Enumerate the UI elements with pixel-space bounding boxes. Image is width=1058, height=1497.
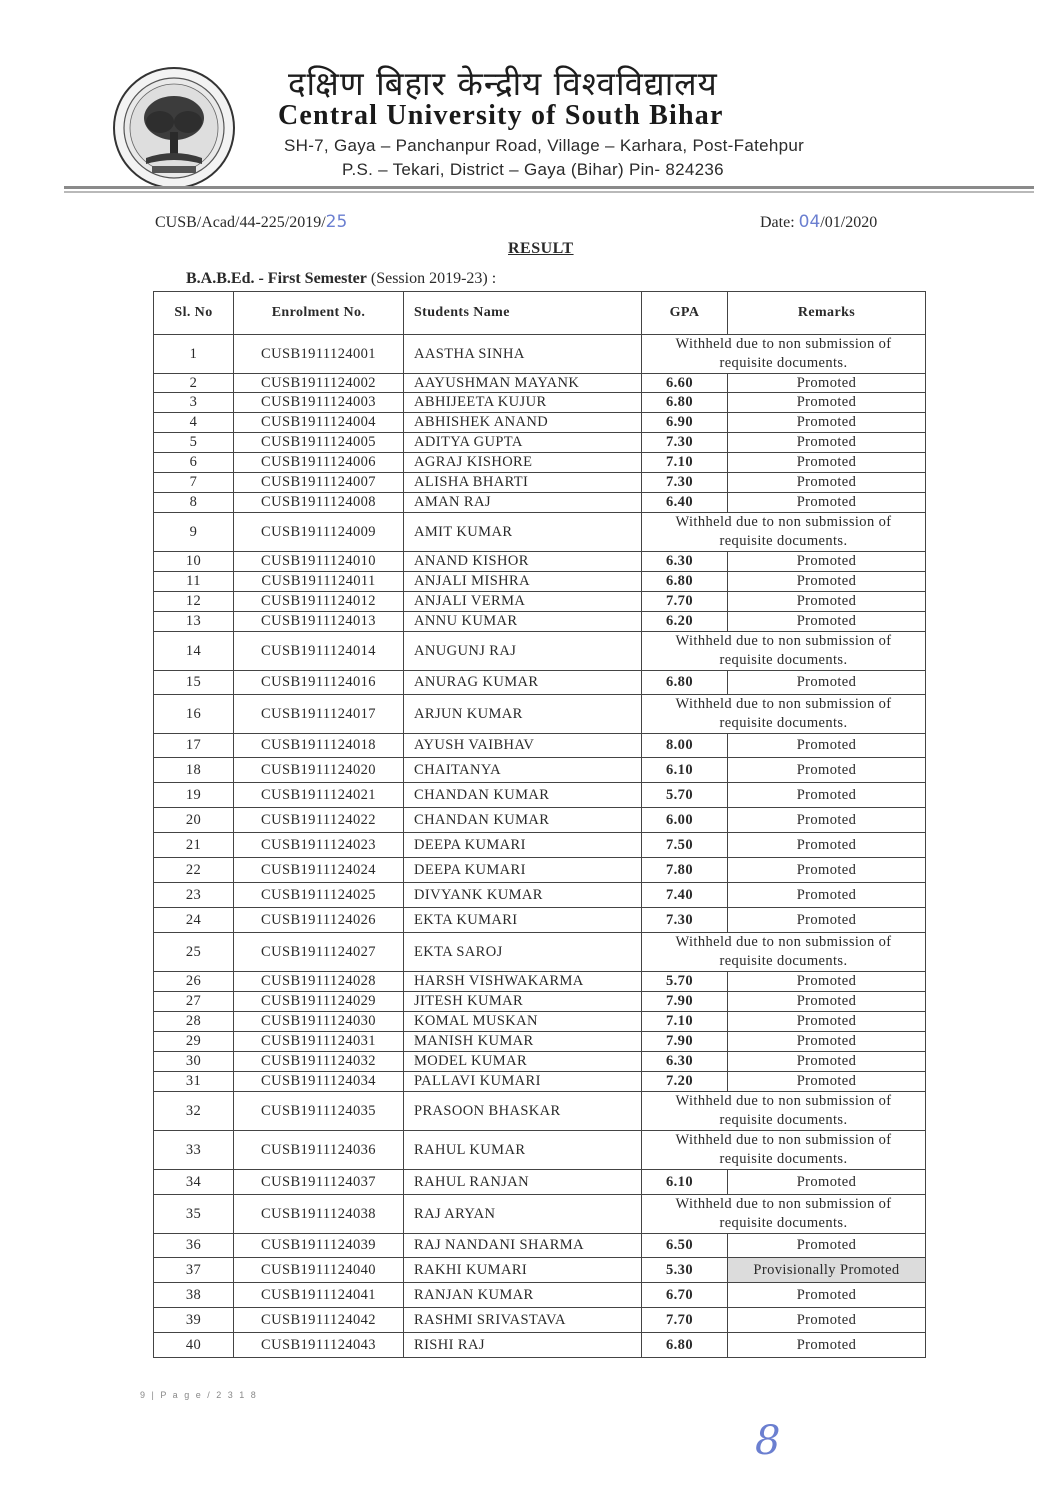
header-sl-no: Sl. No bbox=[154, 292, 234, 335]
table-row bbox=[154, 1131, 926, 1170]
cell-sl-no: 19 bbox=[154, 783, 234, 808]
cell-sl-no: 17 bbox=[154, 734, 234, 758]
cell-gpa: 5.30 bbox=[642, 1258, 728, 1283]
cell-remarks: Promoted bbox=[728, 783, 926, 808]
cell-remarks-withheld: Withheld due to non submission of requisite documents. bbox=[642, 632, 926, 671]
cell-enrolment-no: CUSB1911124031 bbox=[234, 1032, 404, 1052]
cell-gpa: 6.00 bbox=[642, 808, 728, 833]
cell-gpa: 6.30 bbox=[642, 552, 728, 572]
address-line-2: P.S. – Tekari, District – Gaya (Bihar) Pin- 824236 bbox=[342, 160, 724, 179]
header-gpa: GPA bbox=[642, 292, 728, 335]
table-row bbox=[154, 1012, 926, 1032]
table-row bbox=[154, 808, 926, 833]
cell-remarks: Promoted bbox=[728, 493, 926, 513]
cell-student-name: AYUSH VAIBHAV bbox=[404, 734, 642, 758]
cell-enrolment-no: CUSB1911124013 bbox=[234, 612, 404, 632]
cell-gpa: 6.20 bbox=[642, 612, 728, 632]
cell-enrolment-no: CUSB1911124018 bbox=[234, 734, 404, 758]
cell-remarks: Promoted bbox=[728, 908, 926, 933]
cell-remarks: Promoted bbox=[728, 433, 926, 453]
cell-student-name: DIVYANK KUMAR bbox=[404, 883, 642, 908]
cell-remarks: Promoted bbox=[728, 1234, 926, 1258]
cell-student-name: JITESH KUMAR bbox=[404, 992, 642, 1012]
cell-remarks: Promoted bbox=[728, 992, 926, 1012]
cell-enrolment-no: CUSB1911124014 bbox=[234, 632, 404, 671]
cell-enrolment-no: CUSB1911124030 bbox=[234, 1012, 404, 1032]
page-footer: 9 | P a g e / 2 3 1 8 bbox=[140, 1390, 258, 1400]
cell-enrolment-no: CUSB1911124001 bbox=[234, 335, 404, 374]
cell-enrolment-no: CUSB1911124021 bbox=[234, 783, 404, 808]
cell-gpa: 7.50 bbox=[642, 833, 728, 858]
cell-remarks: Promoted bbox=[728, 1170, 926, 1195]
cell-enrolment-no: CUSB1911124003 bbox=[234, 393, 404, 413]
cell-enrolment-no: CUSB1911124043 bbox=[234, 1333, 404, 1358]
cell-remarks: Promoted bbox=[728, 671, 926, 695]
cell-sl-no: 4 bbox=[154, 413, 234, 433]
cell-student-name: DEEPA KUMARI bbox=[404, 833, 642, 858]
table-row bbox=[154, 992, 926, 1012]
cell-gpa: 6.40 bbox=[642, 493, 728, 513]
table-row bbox=[154, 1072, 926, 1092]
cell-sl-no: 11 bbox=[154, 572, 234, 592]
cell-enrolment-no: CUSB1911124004 bbox=[234, 413, 404, 433]
cell-gpa: 6.70 bbox=[642, 1283, 728, 1308]
cell-student-name: KOMAL MUSKAN bbox=[404, 1012, 642, 1032]
cell-student-name: ARJUN KUMAR bbox=[404, 695, 642, 734]
table-row bbox=[154, 858, 926, 883]
cell-sl-no: 21 bbox=[154, 833, 234, 858]
cell-student-name: AAYUSHMAN MAYANK bbox=[404, 374, 642, 393]
cell-remarks: Promoted bbox=[728, 374, 926, 393]
table-row bbox=[154, 493, 926, 513]
cell-remarks: Promoted bbox=[728, 833, 926, 858]
cell-gpa: 7.30 bbox=[642, 473, 728, 493]
cell-gpa: 6.10 bbox=[642, 758, 728, 783]
cell-student-name: CHANDAN KUMAR bbox=[404, 783, 642, 808]
cell-sl-no: 5 bbox=[154, 433, 234, 453]
cell-gpa: 6.80 bbox=[642, 671, 728, 695]
cell-student-name: RAHUL RANJAN bbox=[404, 1170, 642, 1195]
cell-remarks-withheld: Withheld due to non submission of requisite documents. bbox=[642, 1195, 926, 1234]
table-row bbox=[154, 734, 926, 758]
table-row bbox=[154, 393, 926, 413]
cell-remarks: Provisionally Promoted bbox=[728, 1258, 926, 1283]
table-row bbox=[154, 552, 926, 572]
cell-remarks: Promoted bbox=[728, 592, 926, 612]
table-row bbox=[154, 413, 926, 433]
table-row bbox=[154, 1052, 926, 1072]
cell-enrolment-no: CUSB1911124029 bbox=[234, 992, 404, 1012]
date-label: Date: bbox=[760, 214, 799, 231]
cell-student-name: EKTA SAROJ bbox=[404, 933, 642, 972]
cell-sl-no: 8 bbox=[154, 493, 234, 513]
university-seal-logo bbox=[112, 66, 236, 190]
cell-gpa: 7.30 bbox=[642, 908, 728, 933]
cell-sl-no: 22 bbox=[154, 858, 234, 883]
table-row bbox=[154, 592, 926, 612]
cell-enrolment-no: CUSB1911124027 bbox=[234, 933, 404, 972]
cell-sl-no: 31 bbox=[154, 1072, 234, 1092]
result-heading: RESULT bbox=[508, 240, 574, 257]
cell-enrolment-no: CUSB1911124020 bbox=[234, 758, 404, 783]
header-divider bbox=[64, 186, 1034, 189]
cell-enrolment-no: CUSB1911124026 bbox=[234, 908, 404, 933]
cell-student-name: RASHMI SRIVASTAVA bbox=[404, 1308, 642, 1333]
cell-gpa: 6.80 bbox=[642, 572, 728, 592]
cell-enrolment-no: CUSB1911124025 bbox=[234, 883, 404, 908]
header-divider-thin bbox=[64, 191, 1034, 193]
cell-enrolment-no: CUSB1911124035 bbox=[234, 1092, 404, 1131]
table-row bbox=[154, 1258, 926, 1283]
date-field bbox=[760, 212, 877, 232]
cell-remarks: Promoted bbox=[728, 572, 926, 592]
table-row bbox=[154, 1333, 926, 1358]
cell-enrolment-no: CUSB1911124041 bbox=[234, 1283, 404, 1308]
cell-gpa: 7.90 bbox=[642, 1032, 728, 1052]
cell-remarks: Promoted bbox=[728, 413, 926, 433]
session-text: (Session 2019-23) : bbox=[366, 270, 497, 287]
table-row bbox=[154, 758, 926, 783]
cell-sl-no: 15 bbox=[154, 671, 234, 695]
cell-enrolment-no: CUSB1911124022 bbox=[234, 808, 404, 833]
cell-sl-no: 39 bbox=[154, 1308, 234, 1333]
cell-remarks-withheld: Withheld due to non submission of requisite documents. bbox=[642, 695, 926, 734]
cell-sl-no: 24 bbox=[154, 908, 234, 933]
cell-enrolment-no: CUSB1911124023 bbox=[234, 833, 404, 858]
cell-remarks: Promoted bbox=[728, 883, 926, 908]
cell-gpa: 8.00 bbox=[642, 734, 728, 758]
cell-sl-no: 33 bbox=[154, 1131, 234, 1170]
cell-remarks: Promoted bbox=[728, 612, 926, 632]
cell-remarks: Promoted bbox=[728, 1333, 926, 1358]
cell-student-name: ABHISHEK ANAND bbox=[404, 413, 642, 433]
university-title-hindi: दक्षिण बिहार केन्द्रीय विश्वविद्यालय bbox=[288, 64, 718, 103]
reference-handwritten: 25 bbox=[325, 212, 348, 232]
cell-student-name: ANURAG KUMAR bbox=[404, 671, 642, 695]
cell-gpa: 6.80 bbox=[642, 393, 728, 413]
cell-enrolment-no: CUSB1911124040 bbox=[234, 1258, 404, 1283]
cell-sl-no: 36 bbox=[154, 1234, 234, 1258]
cell-remarks: Promoted bbox=[728, 808, 926, 833]
date-handwritten-day: 04 bbox=[798, 212, 821, 232]
cell-enrolment-no: CUSB1911124006 bbox=[234, 453, 404, 473]
session-line bbox=[186, 270, 496, 288]
cell-enrolment-no: CUSB1911124002 bbox=[234, 374, 404, 393]
header-remarks: Remarks bbox=[728, 292, 926, 335]
cell-student-name: ABHIJEETA KUJUR bbox=[404, 393, 642, 413]
reference-printed: CUSB/Acad/44-225/2019/ bbox=[155, 214, 326, 231]
result-table-body bbox=[154, 335, 926, 1358]
table-row bbox=[154, 1234, 926, 1258]
cell-enrolment-no: CUSB1911124028 bbox=[234, 972, 404, 992]
cell-gpa: 6.80 bbox=[642, 1333, 728, 1358]
cell-sl-no: 12 bbox=[154, 592, 234, 612]
cell-remarks: Promoted bbox=[728, 453, 926, 473]
cell-gpa: 6.90 bbox=[642, 413, 728, 433]
table-row bbox=[154, 908, 926, 933]
cell-remarks: Promoted bbox=[728, 1052, 926, 1072]
table-row bbox=[154, 883, 926, 908]
cell-student-name: ALISHA BHARTI bbox=[404, 473, 642, 493]
cell-remarks: Promoted bbox=[728, 972, 926, 992]
cell-gpa: 7.10 bbox=[642, 453, 728, 473]
cell-sl-no: 7 bbox=[154, 473, 234, 493]
table-row bbox=[154, 695, 926, 734]
cell-remarks-withheld: Withheld due to non submission of requisite documents. bbox=[642, 1092, 926, 1131]
cell-sl-no: 2 bbox=[154, 374, 234, 393]
cell-enrolment-no: CUSB1911124012 bbox=[234, 592, 404, 612]
cell-student-name: AGRAJ KISHORE bbox=[404, 453, 642, 473]
cell-sl-no: 1 bbox=[154, 335, 234, 374]
cell-enrolment-no: CUSB1911124005 bbox=[234, 433, 404, 453]
table-row bbox=[154, 671, 926, 695]
table-row bbox=[154, 972, 926, 992]
table-row bbox=[154, 572, 926, 592]
date-printed: /01/2020 bbox=[820, 214, 878, 231]
cell-student-name: MANISH KUMAR bbox=[404, 1032, 642, 1052]
cell-student-name: MODEL KUMAR bbox=[404, 1052, 642, 1072]
cell-sl-no: 3 bbox=[154, 393, 234, 413]
cell-student-name: PRASOON BHASKAR bbox=[404, 1092, 642, 1131]
cell-enrolment-no: CUSB1911124039 bbox=[234, 1234, 404, 1258]
cell-enrolment-no: CUSB1911124010 bbox=[234, 552, 404, 572]
cell-gpa: 6.30 bbox=[642, 1052, 728, 1072]
cell-student-name: ANAND KISHOR bbox=[404, 552, 642, 572]
table-row bbox=[154, 1032, 926, 1052]
cell-remarks: Promoted bbox=[728, 734, 926, 758]
cell-remarks: Promoted bbox=[728, 1032, 926, 1052]
cell-sl-no: 27 bbox=[154, 992, 234, 1012]
table-row bbox=[154, 374, 926, 393]
cell-student-name: AMIT KUMAR bbox=[404, 513, 642, 552]
cell-sl-no: 30 bbox=[154, 1052, 234, 1072]
cell-remarks-withheld: Withheld due to non submission of requisite documents. bbox=[642, 1131, 926, 1170]
table-header-row bbox=[154, 292, 926, 335]
cell-sl-no: 10 bbox=[154, 552, 234, 572]
cell-enrolment-no: CUSB1911124038 bbox=[234, 1195, 404, 1234]
cell-sl-no: 9 bbox=[154, 513, 234, 552]
cell-remarks: Promoted bbox=[728, 1308, 926, 1333]
table-row bbox=[154, 632, 926, 671]
cell-student-name: RAJ NANDANI SHARMA bbox=[404, 1234, 642, 1258]
cell-sl-no: 26 bbox=[154, 972, 234, 992]
cell-remarks: Promoted bbox=[728, 1072, 926, 1092]
cell-remarks: Promoted bbox=[728, 1283, 926, 1308]
cell-remarks-withheld: Withheld due to non submission of requisite documents. bbox=[642, 335, 926, 374]
cell-student-name: CHAITANYA bbox=[404, 758, 642, 783]
cell-gpa: 7.70 bbox=[642, 1308, 728, 1333]
cell-gpa: 5.70 bbox=[642, 783, 728, 808]
cell-enrolment-no: CUSB1911124007 bbox=[234, 473, 404, 493]
table-row bbox=[154, 433, 926, 453]
cell-sl-no: 40 bbox=[154, 1333, 234, 1358]
cell-remarks-withheld: Withheld due to non submission of requisite documents. bbox=[642, 513, 926, 552]
cell-student-name: ANNU KUMAR bbox=[404, 612, 642, 632]
cell-enrolment-no: CUSB1911124011 bbox=[234, 572, 404, 592]
university-title-english: Central University of South Bihar bbox=[278, 100, 724, 131]
cell-remarks: Promoted bbox=[728, 758, 926, 783]
cell-gpa: 7.70 bbox=[642, 592, 728, 612]
cell-sl-no: 13 bbox=[154, 612, 234, 632]
cell-student-name: AASTHA SINHA bbox=[404, 335, 642, 374]
table-row bbox=[154, 513, 926, 552]
table-row bbox=[154, 1308, 926, 1333]
cell-gpa: 7.40 bbox=[642, 883, 728, 908]
cell-sl-no: 37 bbox=[154, 1258, 234, 1283]
result-table bbox=[153, 291, 926, 1358]
cell-enrolment-no: CUSB1911124036 bbox=[234, 1131, 404, 1170]
cell-student-name: ANJALI VERMA bbox=[404, 592, 642, 612]
table-row bbox=[154, 933, 926, 972]
cell-remarks: Promoted bbox=[728, 1012, 926, 1032]
cell-sl-no: 6 bbox=[154, 453, 234, 473]
cell-enrolment-no: CUSB1911124032 bbox=[234, 1052, 404, 1072]
cell-sl-no: 35 bbox=[154, 1195, 234, 1234]
cell-enrolment-no: CUSB1911124009 bbox=[234, 513, 404, 552]
cell-enrolment-no: CUSB1911124037 bbox=[234, 1170, 404, 1195]
cell-gpa: 7.30 bbox=[642, 433, 728, 453]
cell-gpa: 7.90 bbox=[642, 992, 728, 1012]
cell-student-name: HARSH VISHWAKARMA bbox=[404, 972, 642, 992]
cell-sl-no: 18 bbox=[154, 758, 234, 783]
table-row bbox=[154, 335, 926, 374]
cell-enrolment-no: CUSB1911124034 bbox=[234, 1072, 404, 1092]
cell-student-name: ANJALI MISHRA bbox=[404, 572, 642, 592]
address-line-1: SH-7, Gaya – Panchanpur Road, Village – Karhara, Post-Fatehpur bbox=[284, 136, 805, 155]
cell-remarks-withheld: Withheld due to non submission of requisite documents. bbox=[642, 933, 926, 972]
cell-enrolment-no: CUSB1911124024 bbox=[234, 858, 404, 883]
cell-sl-no: 20 bbox=[154, 808, 234, 833]
table-row bbox=[154, 1283, 926, 1308]
cell-gpa: 5.70 bbox=[642, 972, 728, 992]
cell-remarks: Promoted bbox=[728, 473, 926, 493]
programme-name: B.A.B.Ed. - First Semester bbox=[186, 270, 367, 287]
cell-sl-no: 23 bbox=[154, 883, 234, 908]
cell-sl-no: 25 bbox=[154, 933, 234, 972]
cell-sl-no: 29 bbox=[154, 1032, 234, 1052]
cell-remarks: Promoted bbox=[728, 552, 926, 572]
cell-enrolment-no: CUSB1911124016 bbox=[234, 671, 404, 695]
cell-student-name: ADITYA GUPTA bbox=[404, 433, 642, 453]
cell-student-name: PALLAVI KUMARI bbox=[404, 1072, 642, 1092]
cell-enrolment-no: CUSB1911124008 bbox=[234, 493, 404, 513]
cell-remarks: Promoted bbox=[728, 393, 926, 413]
cell-student-name: ANUGUNJ RAJ bbox=[404, 632, 642, 671]
table-row bbox=[154, 453, 926, 473]
cell-remarks: Promoted bbox=[728, 858, 926, 883]
cell-sl-no: 16 bbox=[154, 695, 234, 734]
cell-sl-no: 38 bbox=[154, 1283, 234, 1308]
cell-gpa: 6.60 bbox=[642, 374, 728, 393]
cell-student-name: RAJ ARYAN bbox=[404, 1195, 642, 1234]
table-row bbox=[154, 612, 926, 632]
cell-sl-no: 14 bbox=[154, 632, 234, 671]
reference-number bbox=[155, 212, 347, 232]
cell-student-name: DEEPA KUMARI bbox=[404, 858, 642, 883]
table-row bbox=[154, 783, 926, 808]
cell-gpa: 6.50 bbox=[642, 1234, 728, 1258]
header-student-name: Students Name bbox=[404, 292, 642, 335]
cell-student-name: RAHUL KUMAR bbox=[404, 1131, 642, 1170]
cell-gpa: 7.10 bbox=[642, 1012, 728, 1032]
cell-gpa: 7.80 bbox=[642, 858, 728, 883]
cell-enrolment-no: CUSB1911124042 bbox=[234, 1308, 404, 1333]
table-row bbox=[154, 1195, 926, 1234]
table-row bbox=[154, 833, 926, 858]
cell-student-name: EKTA KUMARI bbox=[404, 908, 642, 933]
cell-student-name: RAKHI KUMARI bbox=[404, 1258, 642, 1283]
cell-sl-no: 32 bbox=[154, 1092, 234, 1131]
cell-sl-no: 34 bbox=[154, 1170, 234, 1195]
cell-enrolment-no: CUSB1911124017 bbox=[234, 695, 404, 734]
cell-student-name: AMAN RAJ bbox=[404, 493, 642, 513]
table-row bbox=[154, 1092, 926, 1131]
cell-student-name: RANJAN KUMAR bbox=[404, 1283, 642, 1308]
table-row bbox=[154, 473, 926, 493]
cell-student-name: RISHI RAJ bbox=[404, 1333, 642, 1358]
cell-gpa: 6.10 bbox=[642, 1170, 728, 1195]
handwritten-page-number: 8 bbox=[755, 1418, 781, 1464]
header-enrolment-no: Enrolment No. bbox=[234, 292, 404, 335]
table-row bbox=[154, 1170, 926, 1195]
cell-sl-no: 28 bbox=[154, 1012, 234, 1032]
cell-student-name: CHANDAN KUMAR bbox=[404, 808, 642, 833]
cell-gpa: 7.20 bbox=[642, 1072, 728, 1092]
